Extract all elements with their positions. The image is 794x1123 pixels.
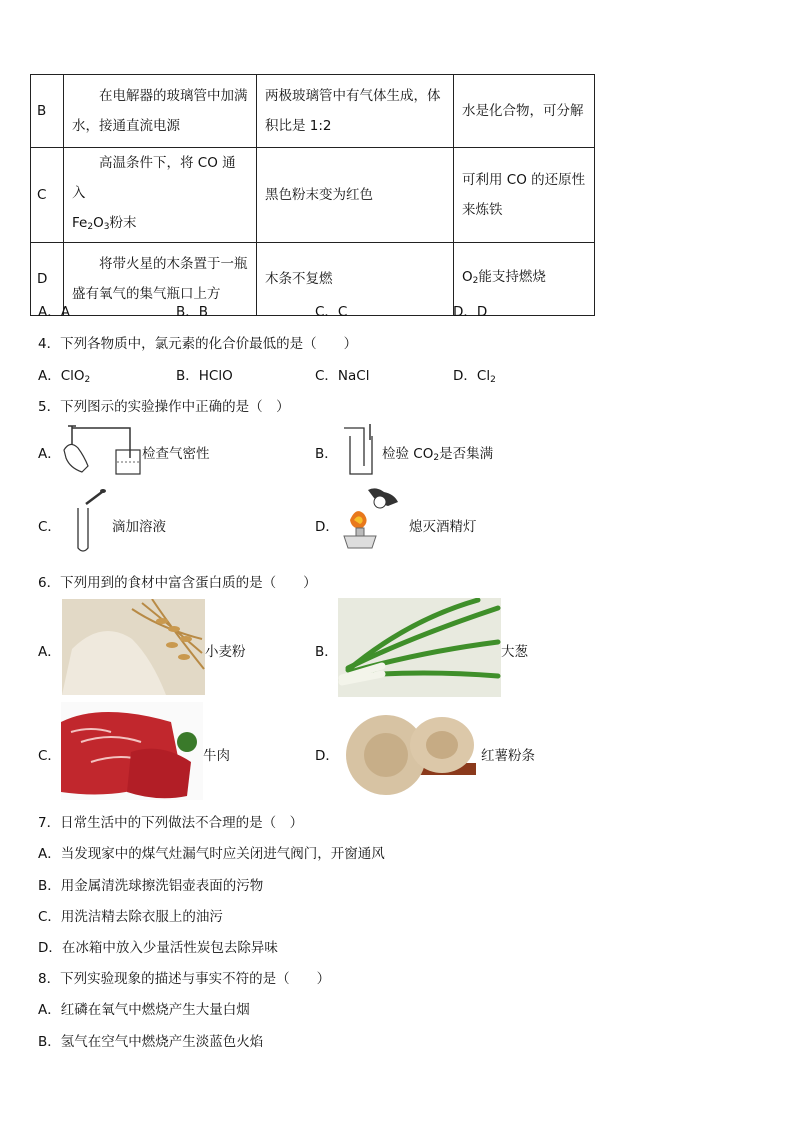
operation-line: 水，接通直流电源 (72, 118, 180, 134)
phenomenon-line: 两极玻璃管中有气体生成，体 (265, 88, 441, 104)
dropper-test-tube-illustration (70, 488, 110, 556)
q6-b-label: 大葱 (501, 644, 528, 660)
q7-stem: 7．日常生活中的下列做法不合理的是（ ） (38, 815, 304, 831)
q3-option-b: B．B (176, 304, 209, 320)
q7-option-c: C．用洗洁精去除衣服上的油污 (38, 909, 223, 925)
airtightness-check-illustration (60, 420, 144, 478)
q4-option-b: B．HClO (176, 368, 233, 384)
phenomenon-cell (257, 243, 454, 316)
formula-subscript: 2 (84, 375, 91, 385)
table-row (31, 148, 595, 243)
conclusion-cell (454, 148, 595, 243)
formula-subscript: 2 (472, 276, 479, 286)
row-label: B (31, 75, 64, 148)
formula-subscript: 2 (433, 453, 440, 463)
label-text: 检验 CO (382, 446, 434, 462)
operation-line: 将带火星的木条置于一瓶 (99, 256, 248, 272)
q8-stem: 8．下列实验现象的描述与事实不符的是（ ） (38, 971, 331, 987)
q5-c-letter: C． (38, 519, 61, 535)
conclusion-line: 来炼铁 (462, 202, 503, 218)
wheat-flour-image (62, 599, 205, 695)
conclusion-line (462, 262, 586, 296)
option-text: D．Cl (453, 368, 491, 384)
operation-line: 盛有氧气的集气瓶口上方 (72, 286, 221, 302)
formula-part: O (462, 269, 473, 285)
q8-option-a: A．红磷在氧气中燃烧产生大量白烟 (38, 1002, 250, 1018)
q5-d-label: 熄灭酒精灯 (409, 519, 477, 535)
table-row (31, 75, 595, 148)
q4-option-c: C．NaCl (315, 368, 370, 384)
option-text: A．ClO (38, 368, 85, 384)
experiment-table (30, 74, 595, 316)
green-onion-image (338, 598, 501, 697)
q6-d-letter: D． (315, 748, 339, 764)
q6-b-letter: B． (315, 644, 338, 660)
conclusion-cell (454, 75, 595, 148)
formula-part: 能支持燃烧 (478, 269, 546, 285)
q7-option-a: A．当发现家中的煤气灶漏气时应关闭进气阀门，开窗通风 (38, 846, 385, 862)
formula-subscript: 3 (103, 222, 110, 232)
operation-line (72, 208, 248, 242)
q5-b-label (382, 442, 493, 463)
co2-collection-check-illustration (340, 420, 380, 478)
sweet-potato-noodles-image (342, 705, 480, 801)
operation-cell (64, 148, 257, 243)
alcohol-lamp-illustration (338, 486, 408, 556)
phenomenon-line: 黑色粉末变为红色 (265, 187, 373, 203)
table-row (31, 243, 595, 316)
q6-a-label: 小麦粉 (205, 644, 246, 660)
operation-line: 高温条件下，将 CO 通入 (72, 155, 236, 201)
q6-stem: 6．下列用到的食材中富含蛋白质的是（ ） (38, 575, 317, 591)
q4-option-d (453, 364, 496, 385)
q4-option-a (38, 364, 90, 385)
q4-stem: 4．下列各物质中，氯元素的化合价最低的是（ ） (38, 336, 358, 352)
q3-option-c: C．C (315, 304, 348, 320)
q6-c-letter: C． (38, 748, 61, 764)
conclusion-line: 水是化合物，可分解 (462, 103, 584, 119)
phenomenon-cell (257, 148, 454, 243)
q6-c-label: 牛肉 (203, 748, 230, 764)
formula-part: O (93, 215, 104, 231)
q3-option-d: D．D (453, 304, 488, 320)
q7-option-b: B．用金属清洗球擦洗铝壶表面的污物 (38, 878, 264, 894)
operation-line: 在电解器的玻璃管中加满 (99, 88, 248, 104)
q6-a-letter: A． (38, 644, 61, 660)
operation-cell (64, 243, 257, 316)
q7-option-d: D．在冰箱中放入少量活性炭包去除异味 (38, 940, 278, 956)
q5-a-label: 检查气密性 (142, 446, 210, 462)
q5-d-letter: D． (315, 519, 339, 535)
label-text: 是否集满 (439, 446, 494, 462)
q5-a-letter: A． (38, 446, 61, 462)
phenomenon-line: 积比是 1:2 (265, 118, 332, 134)
q5-c-label: 滴加溶液 (112, 519, 166, 535)
formula-part: Fe (72, 215, 88, 231)
phenomenon-line: 木条不复燃 (265, 271, 333, 287)
row-label: D (31, 243, 64, 316)
q6-d-label: 红薯粉条 (481, 748, 535, 764)
row-label: C (31, 148, 64, 243)
formula-part: 粉末 (109, 215, 137, 231)
formula-subscript: 2 (87, 222, 94, 232)
beef-image (61, 702, 203, 800)
q3-option-a: A．A (38, 304, 70, 320)
q5-b-letter: B． (315, 446, 338, 462)
formula-subscript: 2 (490, 375, 496, 385)
q8-option-b: B．氢气在空气中燃烧产生淡蓝色火焰 (38, 1034, 264, 1050)
phenomenon-cell (257, 75, 454, 148)
conclusion-line: 可利用 CO 的还原性 (462, 172, 586, 188)
operation-cell (64, 75, 257, 148)
q5-stem: 5．下列图示的实验操作中正确的是（ ） (38, 399, 290, 415)
